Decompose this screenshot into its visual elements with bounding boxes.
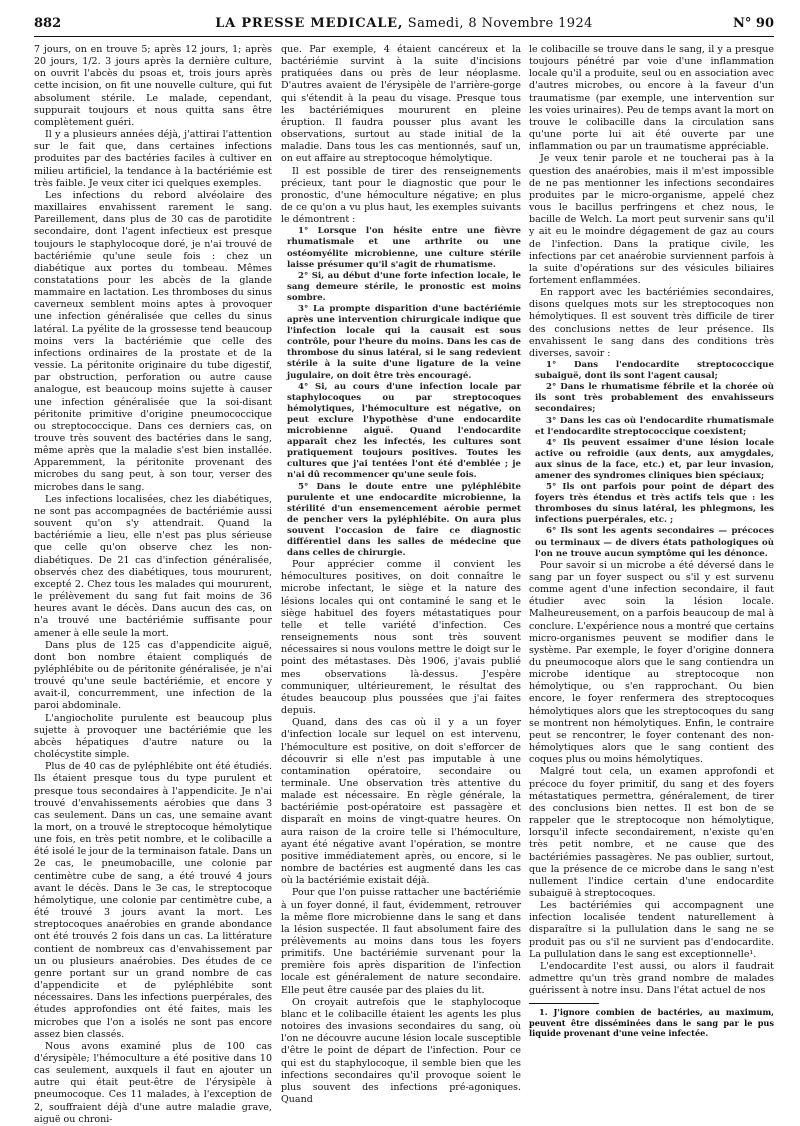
list-item: 5° Ils ont parfois pour point de départ des foyers très étendus et très actifs tels que : les thromboses du sinus latéral, les phlegmons, les infections puerpérales, etc. ; [535,482,774,526]
column-3 [529,44,774,1074]
paragraph: Il y a plusieurs années déjà, j'attirai l'attention sur le fait que, dans certaines infections produites par des bactéries faciles à cultiver en milieu artificiel, la tendance à la bactériémie est très faible. Je veux citer ici quelques exemples. [34,129,272,189]
paragraph: L'endocardite l'est aussi, ou alors il faudrait admettre qu'un très grand nombre de malades guérissent à notre insu. Dans l'état actuel de nos [529,960,774,997]
paragraph: Plus de 40 cas de pyléphlébite ont été étudiés. Ils étaient presque tous du type purulent et presque tous secondaires à l'appendicite. Je n'ai trouvé d'envahissements aérobies que dans 3 cas seulement. Dans un cas, une semaine avant la mort, on a trouvé le streptocoque hémolytique une fois, en très petit nombre, et le colibacille a été isolé le jour de la terminaison fatale. Dans un 2e cas, le pneumobacille, une colonie par centimètre cube de sang, a été trouvé 4 jours avant le décès. Dans le 3e cas, le streptocoque hémolytique, une colonie par centimètre cube, a été trouvé 3 jours avant la mort. Les streptocoques anaérobies en grande abondance ont été trouvés 2 fois dans un cas. La littérature contient de nombreux cas d'envahissement par un ou plusieurs anaérobies. Des études de ce genre portant sur un grand nombre de cas d'appendicite et de pyléphlébite sont nécessaires. Dans les infections puerpérales, des études approfondies ont été faites, mais les microbes que l'on a isolés ne sont pas encore assez bien classés. [34,761,272,1040]
page-header [34,14,774,36]
footnote-rule [529,1003,599,1004]
column-2 [281,44,521,1106]
paragraph: Nous avons examiné plus de 100 cas d'érysipèle; l'hémoculture a été positive dans 10 cas seulement, auxquels il faut en ajouter un autre qui était peut-être de l'érysipèle à pneumocoque. Ces 11 malades, à l'exception de 2, souffraient déjà d'une autre maladie grave, aiguë ou chroni- [34,1040,272,1125]
paragraph: En rapport avec les bactériémies secondaires, disons quelques mots sur les streptocoques non hémolytiques. Il est souvent très difficile de tirer des conclusions nettes de leur présence. Ils envahissent le sang dans des conditions très diverses, savoir : [529,287,774,359]
paragraph: Je veux tenir parole et ne toucherai pas à la question des anaérobies, mais il m'est impossible de ne pas mentionner les infections secondaires produites par le micro-organisme, appelé chez vous le bacillus perfringens et chez nous, le bacille de Welch. La mort peut survenir sans qu'il y ait eu le moindre dégagement de gaz au cours de l'infection. Dans la pratique civile, les infections par cet anaérobie surviennent parfois à la suite d'opérations sur des vésicules biliaires fortement enflammées. [529,153,774,286]
list-item: 5° Dans le doute entre une pyléphlébite purulente et une endocardite microbienne, la stérilité d'un ensemencement aérobie permet de pencher vers la pyléphlébite. On aura plus souvent l'occasion de faire ce diagnostic différentiel dans les salles de médecine que dans celles de chirurgie. [287,481,521,559]
footnote: 1. J'ignore combien de bactéries, au maximum, peuvent être disséminées dans le sang par le pus liquide provenant d'une veine infectée. [529,1007,774,1039]
paragraph: Les bactériémies qui accompagnent une infection localisée tendent naturellement à disparaître si la pullulation dans le sang ne se produit pas ou s'il ne survient pas d'endocardite. La pullulation dans le sang est exceptionnelle¹. [529,900,774,960]
paragraph: Pour savoir si un microbe a été déversé dans le sang par un foyer suspect ou s'il y est survenu comme agent d'une infection secondaire, il faut étudier avec soin la lésion locale. Malheureusement, on a parfois beaucoup de mal à conclure. L'expérience nous a montré que certains micro-organismes peuvent se modifier dans le système. Par exemple, le foyer d'origine donnera du pneumocoque alors que le sang contiendra un microbe identique au streptocoque non hémolytique, ou s'en rapprochant. Ou bien encore, le foyer renfermera des streptocoques hémolytiques alors que les streptocoques du sang se montrent non hémolytiques. Enfin, le contraire peut se rencontrer, le foyer contenant des non-hémolytiques alors que le sang contient des coques plus ou moins hémolytiques. [529,559,774,766]
paragraph: Pour apprécier comme il convient les hémocultures positives, on doit connaître le microbe infectant, le siège et la nature des lésions locales qui ont contaminé le sang et le siège habituel des foyers métastatiques pour telle et telle variété d'infection. Ces renseignements nous sont très souvent nécessaires si nous voulons mettre le doigt sur le point des métastases. Dès 1906, j'avais publié mes observations là-dessus. J'espère communiquer, ultérieurement, le résultat des études beaucoup plus poussées que j'ai faites depuis. [281,559,521,717]
list-item: 2° Dans le rhumatisme fébrile et la chorée où ils sont très probablement des envahisseurs secondaires; [535,382,774,415]
list-item: 2° Si, au début d'une forte infection locale, le sang demeure stérile, le pronostic est moins sombre. [287,270,521,303]
paragraph: Dans plus de 125 cas d'appendicite aiguë, dont bon nombre étaient compliqués de pyléphlébite ou de péritonite généralisée, je n'ai trouvé qu'une seule bactériémie, et encore y avait-il, concurremment, une infection de la paroi abdominale. [34,639,272,712]
list-item: 6° Ils sont les agents secondaires — précoces ou terminaux — de divers états pathologiques où l'on ne trouve aucun symptôme qui les dénonce. [535,526,774,559]
paragraph: 7 jours, on en trouve 5; après 12 jours, 1; après 20 jours, 1/2. 3 jours après la dernière culture, on ouvrit l'abcès du psoas et, trois jours après cette incision, on fit une nouvelle culture, qui fut absolument stérile. Le malade, cependant, suppurait toujours et nous quitta sans être complètement guéri. [34,44,272,128]
paragraph: Pour que l'on puisse rattacher une bactériémie à un foyer donné, il faut, évidemment, retrouver la même flore microbienne dans le sang et dans la lésion suspectée. Il faut absolument faire des prélèvements au moins dans tous les foyers primitifs. Une bactériémie survenant pour la première fois après disparition de l'infection locale est généralement de nature secondaire. Elle peut être causée par des plaies du lit. [281,887,521,996]
paragraph: L'angiocholite purulente est beaucoup plus sujette à provoquer une bactériémie que les abcès hépatiques d'autre nature ou la cholécystite simple. [34,712,272,761]
journal-title [34,16,774,31]
paragraph: Quand, dans des cas où il y a un foyer d'infection locale sur lequel on est intervenu, l'hémoculture est positive, on doit s'efforcer de découvrir si elle n'est pas imputable à une contamination opératoire, secondaire ou terminale. Une observation très attentive du malade est nécessaire. En règle générale, la bactériémie post-opératoire est passagère et disparaît en moins de vingt-quatre heures. On aura raison de la croire telle si l'hémoculture, ayant été négative avant l'opération, se montre positive immédiatement après, ou encore, si le nombre de bactéries est augmenté dans les cas où la bactériémie existait déjà. [281,717,521,887]
list-item: 3° La prompte disparition d'une bactériémie après une intervention chirurgicale indique que l'infection locale qui la causait est sous contrôle, pour l'heure du moins. Dans les cas de thrombose du sinus latéral, si le sang redevient stérile à la suite d'une ligature de la veine jugulaire, on doit être très encouragé. [287,304,521,381]
paragraph: Les infections du rebord alvéolaire des maxillaires envahissent rarement le sang. Pareillement, dans plus de 30 cas de parotidite secondaire, dont l'agent infectieux est presque toujours le staphylocoque doré, je n'ai trouvé de bactériémie qu'une seule fois : chez un diabétique aux portes du tombeau. Mêmes constatations pour les abcès de la glande mammaire en lactation. Les thromboses du sinus caverneux semblent moins aptes à provoquer une infection généralisée que celles du sinus latéral. La pyélite de la grossesse tend beaucoup moins vers la bactériémie que celle des infections ordinaires de la prostate et de la vessie. La péritonite originaire du tube digestif, par obstruction, perforation ou autre cause analogue, est beaucoup moins sujette à causer une infection généralisée que la soi-disant péritonite primitive d'origine pneumococcique ou streptococcique. Dans ces derniers cas, on trouve très souvent des bactéries dans le sang, même après que la maladie s'est bien installée. Apparemment, la péritonite provenant des microbes du sang peut, à son tour, verser des microbes dans le sang. [34,189,272,493]
list-item: 3° Dans les cas où l'endocardite rhumatismale et l'endocardite streptococcique coexistent; [535,415,774,437]
issue-date: Samedi, 8 Novembre 1924 [407,16,593,31]
list-item: 4° Si, au cours d'une infection locale par staphylocoques ou par streptocoques hémolytiques, l'hémoculture est négative, on peut exclure l'hypothèse d'une endocardite microbienne aiguë. Quand l'endocardite apparaît chez les infectés, les cultures sont pratiquement toujours positives. Toutes les cultures que j'ai tentées l'ont été d'emblée ; je n'ai dû recommencer qu'une seule fois. [287,381,521,481]
paragraph: Les infections localisées, chez les diabétiques, ne sont pas accompagnées de bactériémie aussi souvent qu'on s'y attendrait. Quand la bactériémie a lieu, elle n'est pas plus sérieuse que celle qu'on observe chez les non-diabétiques. De 21 cas d'infection généralisée, observés chez des diabétiques, tous moururent, excepté 2. Chez tous les malades qui moururent, le prélèvement du sang fut fait moins de 36 heures avant le décès. Dans aucun des cas, on n'a trouvé une bactériémie suffisante pour amener à elle seule la mort. [34,493,272,639]
paragraph: le colibacille se trouve dans le sang, il y a presque toujours pénétré par voie d'une inflammation locale qu'il a produite, seul ou en association avec d'autres microbes, ou encore à la faveur d'un traumatisme (par exemple, une intervention sur les voies urinaires). Peu de temps avant la mort on trouve le colibacille dans la circulation sans qu'une porte lui ait été ouverte par une inflammation ou par un traumatisme appréciable. [529,44,774,153]
paragraph: Il est possible de tirer des renseignements précieux, tant pour le diagnostic que pour le pronostic, d'une hémoculture négative; en plus de ce qu'on a vu plus haut, les exemples suivants le démontrent : [281,165,521,226]
list-item: 1° Dans l'endocardite streptococcique subaiguë, dont ils sont l'agent causal; [535,360,774,382]
column-1 [34,44,272,1125]
list-item: 4° Ils peuvent essaimer d'une lésion locale active ou refroidie (aux dents, aux amygdales, aux sinus de la face, etc.) et, par leur invasion, amener des syndromes cliniques bien spéciaux; [535,437,774,481]
paragraph: Malgré tout cela, un examen approfondi et précoce du foyer primitif, du sang et des foyers métastatiques permettra, généralement, de tirer des conclusions bien nettes. Il est bon de se rappeler que le streptocoque non hémolytique, lorsqu'il infecte secondairement, n'existe qu'en très petit nombre, et ne cause que des bactériémies passagères. Ne pas oublier, surtout, que la présence de ce microbe dans le sang n'est nullement l'indice certain d'une endocardite subaiguë à streptocoques. [529,766,774,899]
list-item: 1° Lorsque l'on hésite entre une fièvre rhumatismale et une arthrite ou une ostéomyélite microbienne, une culture stérile laisse présumer qu'il s'agit de rhumatisme. [287,226,521,270]
header-rule [34,36,774,37]
page-number: 882 [34,16,62,31]
issue-number: N° 90 [733,16,774,31]
journal-name: LA PRESSE MEDICALE, [215,16,404,31]
paragraph: que. Par exemple, 4 étaient cancéreux et la bactériémie survint à la suite d'incisions pratiquées dans ou près de leur néoplasme. D'autres avaient de l'érysipèle de l'arrière-gorge qui s'étendit à la peau du visage. Presque tous les bactériémiques moururent en pleine éruption. Il faudra pousser plus avant les observations, surtout au stade initial de la maladie. Dans tous les cas mentionnés, sauf un, on eut affaire au streptocoque hémolytique. [281,44,521,165]
paragraph: On croyait autrefois que le staphylocoque blanc et le colibacille étaient les agents les plus notoires des invasions secondaires du sang, où l'on ne découvre aucune lésion locale susceptible d'être le point de départ de l'infection. Pour ce qui est du staphylocoque, il semble bien que les infections secondaires qu'il provoque soient le plus souvent des infections pré-agoniques. Quand [281,996,521,1106]
